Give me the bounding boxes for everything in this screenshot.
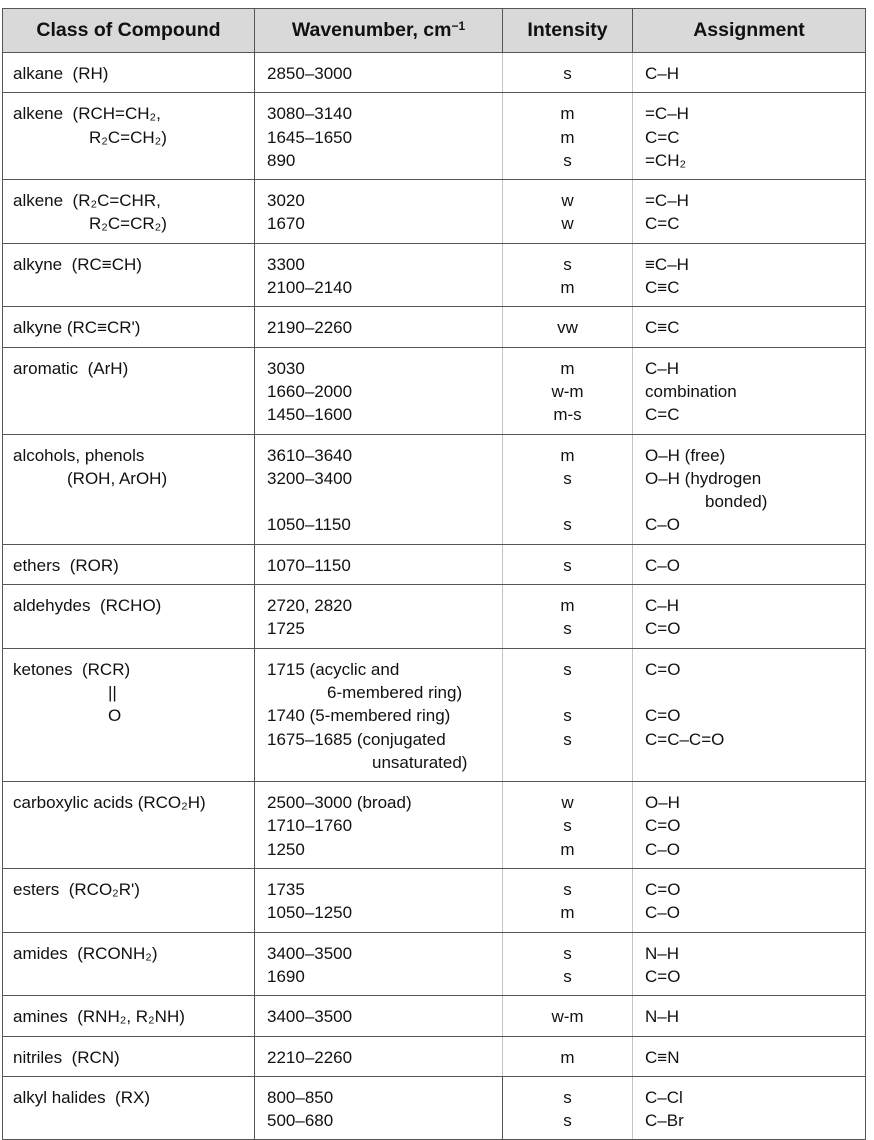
header-wavenumber-label: Wavenumber, cm <box>291 19 452 41</box>
header-wavenumber <box>255 9 503 53</box>
assignment-line: C≡C <box>645 278 680 298</box>
intensity-cell <box>503 53 633 93</box>
compound-line: R₂C=CH₂) <box>89 127 167 147</box>
intensity-line: s <box>563 468 572 488</box>
wavenumber-line: 2500–3000 (broad) <box>267 793 412 813</box>
wavenumber-line: 3200–3400 <box>267 468 353 488</box>
intensity-line: m <box>560 127 575 147</box>
wavenumber-line: 2100–2140 <box>267 278 353 298</box>
intensity-cell <box>503 307 633 347</box>
compound-cell <box>3 585 255 649</box>
assignment-line: C=C <box>645 214 680 234</box>
intensity-line: m <box>560 903 575 923</box>
assignment-line: ≡C–H <box>645 254 689 274</box>
wavenumber-line: 2210–2260 <box>267 1047 353 1067</box>
wavenumber-cell <box>255 1036 503 1076</box>
compound-line: R₂C=CR₂) <box>89 214 167 234</box>
wavenumber-cell <box>255 180 503 244</box>
assignment-line: combination <box>645 381 737 401</box>
wavenumber-line: 3400–3500 <box>267 1007 353 1027</box>
assignment-cell <box>633 53 866 93</box>
compound-cell <box>3 932 255 996</box>
intensity-line: w <box>561 191 574 211</box>
compound-cell <box>3 180 255 244</box>
header-class-of-compound: Class of Compound <box>3 9 255 53</box>
intensity-line: m <box>560 839 575 859</box>
wavenumber-line: 1710–1760 <box>267 816 353 836</box>
intensity-line: m <box>560 358 575 378</box>
wavenumber-line: 1660–2000 <box>267 381 353 401</box>
wavenumber-cell <box>255 347 503 434</box>
table-row <box>3 307 866 347</box>
intensity-line: s <box>563 64 572 83</box>
assignment-cell <box>633 996 866 1036</box>
compound-cell <box>3 1036 255 1076</box>
intensity-cell <box>503 932 633 996</box>
wavenumber-line: 3400–3500 <box>267 943 353 963</box>
assignment-line <box>645 681 865 704</box>
assignment-cell <box>633 434 866 544</box>
intensity-cell <box>503 996 633 1036</box>
intensity-cell <box>503 243 633 307</box>
wavenumber-cell <box>255 932 503 996</box>
compound-cell <box>3 869 255 933</box>
compound-cell <box>3 544 255 584</box>
intensity-line <box>503 490 632 513</box>
compound-cell <box>3 347 255 434</box>
table-row <box>3 648 866 781</box>
compound-line: alkane (RH) <box>13 64 109 83</box>
intensity-line: w <box>561 793 574 813</box>
intensity-line: m-s <box>553 405 582 425</box>
assignment-cell <box>633 1036 866 1076</box>
intensity-cell <box>503 347 633 434</box>
assignment-cell <box>633 648 866 781</box>
wavenumber-line: 2850–3000 <box>267 64 353 83</box>
assignment-line: C=O <box>645 966 681 986</box>
carbonyl-oxygen-label: O <box>108 706 122 726</box>
wavenumber-line: 1715 (acyclic and <box>267 659 400 679</box>
compound-line: aromatic (ArH) <box>13 358 129 378</box>
intensity-line: s <box>563 1111 572 1131</box>
table-row <box>3 1036 866 1076</box>
compound-line: alkene (R₂C=CHR, <box>13 191 161 211</box>
assignment-cell <box>633 544 866 584</box>
intensity-line: s <box>563 729 572 749</box>
assignment-cell <box>633 585 866 649</box>
intensity-line: s <box>563 150 572 170</box>
wavenumber-cell <box>255 53 503 93</box>
assignment-line: C≡C <box>645 318 680 338</box>
assignment-line: C–O <box>645 515 680 535</box>
table-row <box>3 347 866 434</box>
intensity-cell <box>503 585 633 649</box>
header-row <box>3 9 866 53</box>
wavenumber-line: 2190–2260 <box>267 318 353 338</box>
table-row <box>3 93 866 180</box>
wavenumber-line: 3080–3140 <box>267 104 353 124</box>
intensity-cell <box>503 544 633 584</box>
compound-cell <box>3 93 255 180</box>
intensity-cell <box>503 434 633 544</box>
intensity-line: w <box>561 214 574 234</box>
wavenumber-cell <box>255 1076 503 1140</box>
wavenumber-line: 1670 <box>267 214 305 234</box>
compound-line: esters (RCO₂R') <box>13 880 140 900</box>
compound-cell <box>3 53 255 93</box>
assignment-line: C–H <box>645 596 680 616</box>
assignment-cell <box>633 1076 866 1140</box>
intensity-line: m <box>560 445 575 465</box>
header-assignment: Assignment <box>633 9 866 53</box>
wavenumber-line: 1050–1250 <box>267 903 353 923</box>
table-row <box>3 585 866 649</box>
intensity-line: w-m <box>551 381 584 401</box>
compound-line: (ROH, ArOH) <box>67 468 168 488</box>
assignment-line: C=C–C=O <box>645 729 725 749</box>
assignment-cell <box>633 307 866 347</box>
compound-cell <box>3 307 255 347</box>
intensity-line: m <box>560 596 575 616</box>
wavenumber-line: 3610–3640 <box>267 445 353 465</box>
wavenumber-cell <box>255 544 503 584</box>
compound-cell <box>3 1076 255 1140</box>
wavenumber-line: 2720, 2820 <box>267 596 353 616</box>
assignment-line: C=O <box>645 706 681 726</box>
intensity-line: s <box>563 943 572 963</box>
wavenumber-line: 500–680 <box>267 1111 334 1131</box>
intensity-line <box>503 681 632 704</box>
intensity-line: s <box>563 1087 572 1107</box>
compound-line: alkyne (RC≡CH) <box>13 254 142 274</box>
intensity-line: s <box>563 619 572 639</box>
wavenumber-line: 1740 (5-membered ring) <box>267 706 451 726</box>
compound-cell <box>3 434 255 544</box>
assignment-line: =CH₂ <box>645 150 687 170</box>
wavenumber-line: 3300 <box>267 254 305 274</box>
intensity-line: s <box>563 816 572 836</box>
compound-line: amides (RCONH₂) <box>13 943 158 963</box>
assignment-cell <box>633 243 866 307</box>
wavenumber-line: 1250 <box>267 839 305 859</box>
intensity-cell <box>503 93 633 180</box>
assignment-cell <box>633 869 866 933</box>
compound-cell <box>3 648 255 781</box>
intensity-line: vw <box>557 318 578 338</box>
compound-cell <box>3 996 255 1036</box>
assignment-line: C=O <box>645 816 681 836</box>
wavenumber-cell <box>255 782 503 869</box>
compound-line: ketones (RCR) <box>13 659 131 679</box>
compound-line: carboxylic acids (RCO₂H) <box>13 793 206 813</box>
intensity-line: s <box>563 254 572 274</box>
assignment-line: C–O <box>645 839 680 859</box>
wavenumber-cell <box>255 648 503 781</box>
wavenumber-line: 1050–1150 <box>267 515 351 535</box>
compound-line: alkene (RCH=CH₂, <box>13 104 161 124</box>
assignment-line: bonded) <box>705 492 768 512</box>
wavenumber-cell <box>255 996 503 1036</box>
compound-line: nitriles (RCN) <box>13 1047 120 1067</box>
assignment-cell <box>633 347 866 434</box>
wavenumber-cell <box>255 585 503 649</box>
assignment-line: C=C <box>645 127 680 147</box>
assignment-line: C–H <box>645 64 680 83</box>
assignment-line: C=O <box>645 659 681 679</box>
assignment-line: C–O <box>645 555 680 575</box>
intensity-cell <box>503 648 633 781</box>
intensity-line: m <box>560 278 575 298</box>
assignment-line: C–Cl <box>645 1087 683 1107</box>
table-row <box>3 53 866 93</box>
compound-line: alcohols, phenols <box>13 445 145 465</box>
assignment-cell <box>633 93 866 180</box>
table-row <box>3 869 866 933</box>
wavenumber-line: 1690 <box>267 966 305 986</box>
table-row <box>3 544 866 584</box>
wavenumber-line: 6-membered ring) <box>327 682 463 702</box>
assignment-cell <box>633 782 866 869</box>
wavenumber-line <box>267 490 502 513</box>
wavenumber-line: 1725 <box>267 619 305 639</box>
intensity-cell <box>503 782 633 869</box>
table-row <box>3 782 866 869</box>
wavenumber-line: 1645–1650 <box>267 127 353 147</box>
carbonyl-double-bond-mark: || <box>108 682 117 702</box>
wavenumber-line: 1675–1685 (conjugated <box>267 729 446 749</box>
table-row <box>3 996 866 1036</box>
intensity-cell <box>503 869 633 933</box>
wavenumber-cell <box>255 243 503 307</box>
wavenumber-line: 1450–1600 <box>267 405 353 425</box>
compound-line: amines (RNH₂, R₂NH) <box>13 1007 185 1027</box>
assignment-line: O–H (hydrogen <box>645 468 762 488</box>
table-row <box>3 932 866 996</box>
assignment-line: N–H <box>645 943 680 963</box>
assignment-line: C–H <box>645 358 680 378</box>
intensity-cell <box>503 180 633 244</box>
wavenumber-line: 890 <box>267 150 296 170</box>
wavenumber-line: 3030 <box>267 358 305 378</box>
assignment-line: C=O <box>645 880 681 900</box>
compound-line: aldehydes (RCHO) <box>13 596 162 616</box>
wavenumber-line: 800–850 <box>267 1087 334 1107</box>
assignment-line: N–H <box>645 1007 680 1027</box>
compound-cell <box>3 782 255 869</box>
assignment-line: =C–H <box>645 191 689 211</box>
assignment-cell <box>633 932 866 996</box>
wavenumber-cell <box>255 93 503 180</box>
table-row <box>3 1076 866 1140</box>
assignment-line: O–H (free) <box>645 445 726 465</box>
wavenumber-line: 3020 <box>267 191 305 211</box>
assignment-line: C≡N <box>645 1047 680 1067</box>
compound-line: alkyl halides (RX) <box>13 1087 150 1107</box>
wavenumber-cell <box>255 307 503 347</box>
intensity-line: s <box>563 880 572 900</box>
table-row <box>3 434 866 544</box>
compound-cell <box>3 243 255 307</box>
intensity-cell <box>503 1076 633 1140</box>
wavenumber-line: unsaturated) <box>372 752 468 772</box>
assignment-line: C=O <box>645 619 681 639</box>
wavenumber-cell <box>255 869 503 933</box>
intensity-line: s <box>563 515 572 535</box>
intensity-line: s <box>563 706 572 726</box>
wavenumber-cell <box>255 434 503 544</box>
assignment-line: =C–H <box>645 104 689 124</box>
compound-line: alkyne (RC≡CR') <box>13 318 141 338</box>
header-wavenumber-unit-exponent: −1 <box>451 19 466 33</box>
table-row <box>3 180 866 244</box>
intensity-line: s <box>563 966 572 986</box>
wavenumber-line: 1735 <box>267 880 305 900</box>
intensity-line: s <box>563 659 572 679</box>
intensity-line: m <box>560 1047 575 1067</box>
assignment-line: C–Br <box>645 1111 684 1131</box>
assignment-line: O–H <box>645 793 680 813</box>
table-row <box>3 243 866 307</box>
intensity-line: w-m <box>551 1007 584 1027</box>
assignment-line: C=C <box>645 405 680 425</box>
compound-line: ethers (ROR) <box>13 555 119 575</box>
intensity-cell <box>503 1036 633 1076</box>
header-intensity: Intensity <box>503 9 633 53</box>
ir-absorption-table <box>2 8 866 1140</box>
assignment-cell <box>633 180 866 244</box>
intensity-line: m <box>560 104 575 124</box>
intensity-line: s <box>563 555 572 575</box>
wavenumber-line: 1070–1150 <box>267 555 351 575</box>
assignment-line: C–O <box>645 903 680 923</box>
